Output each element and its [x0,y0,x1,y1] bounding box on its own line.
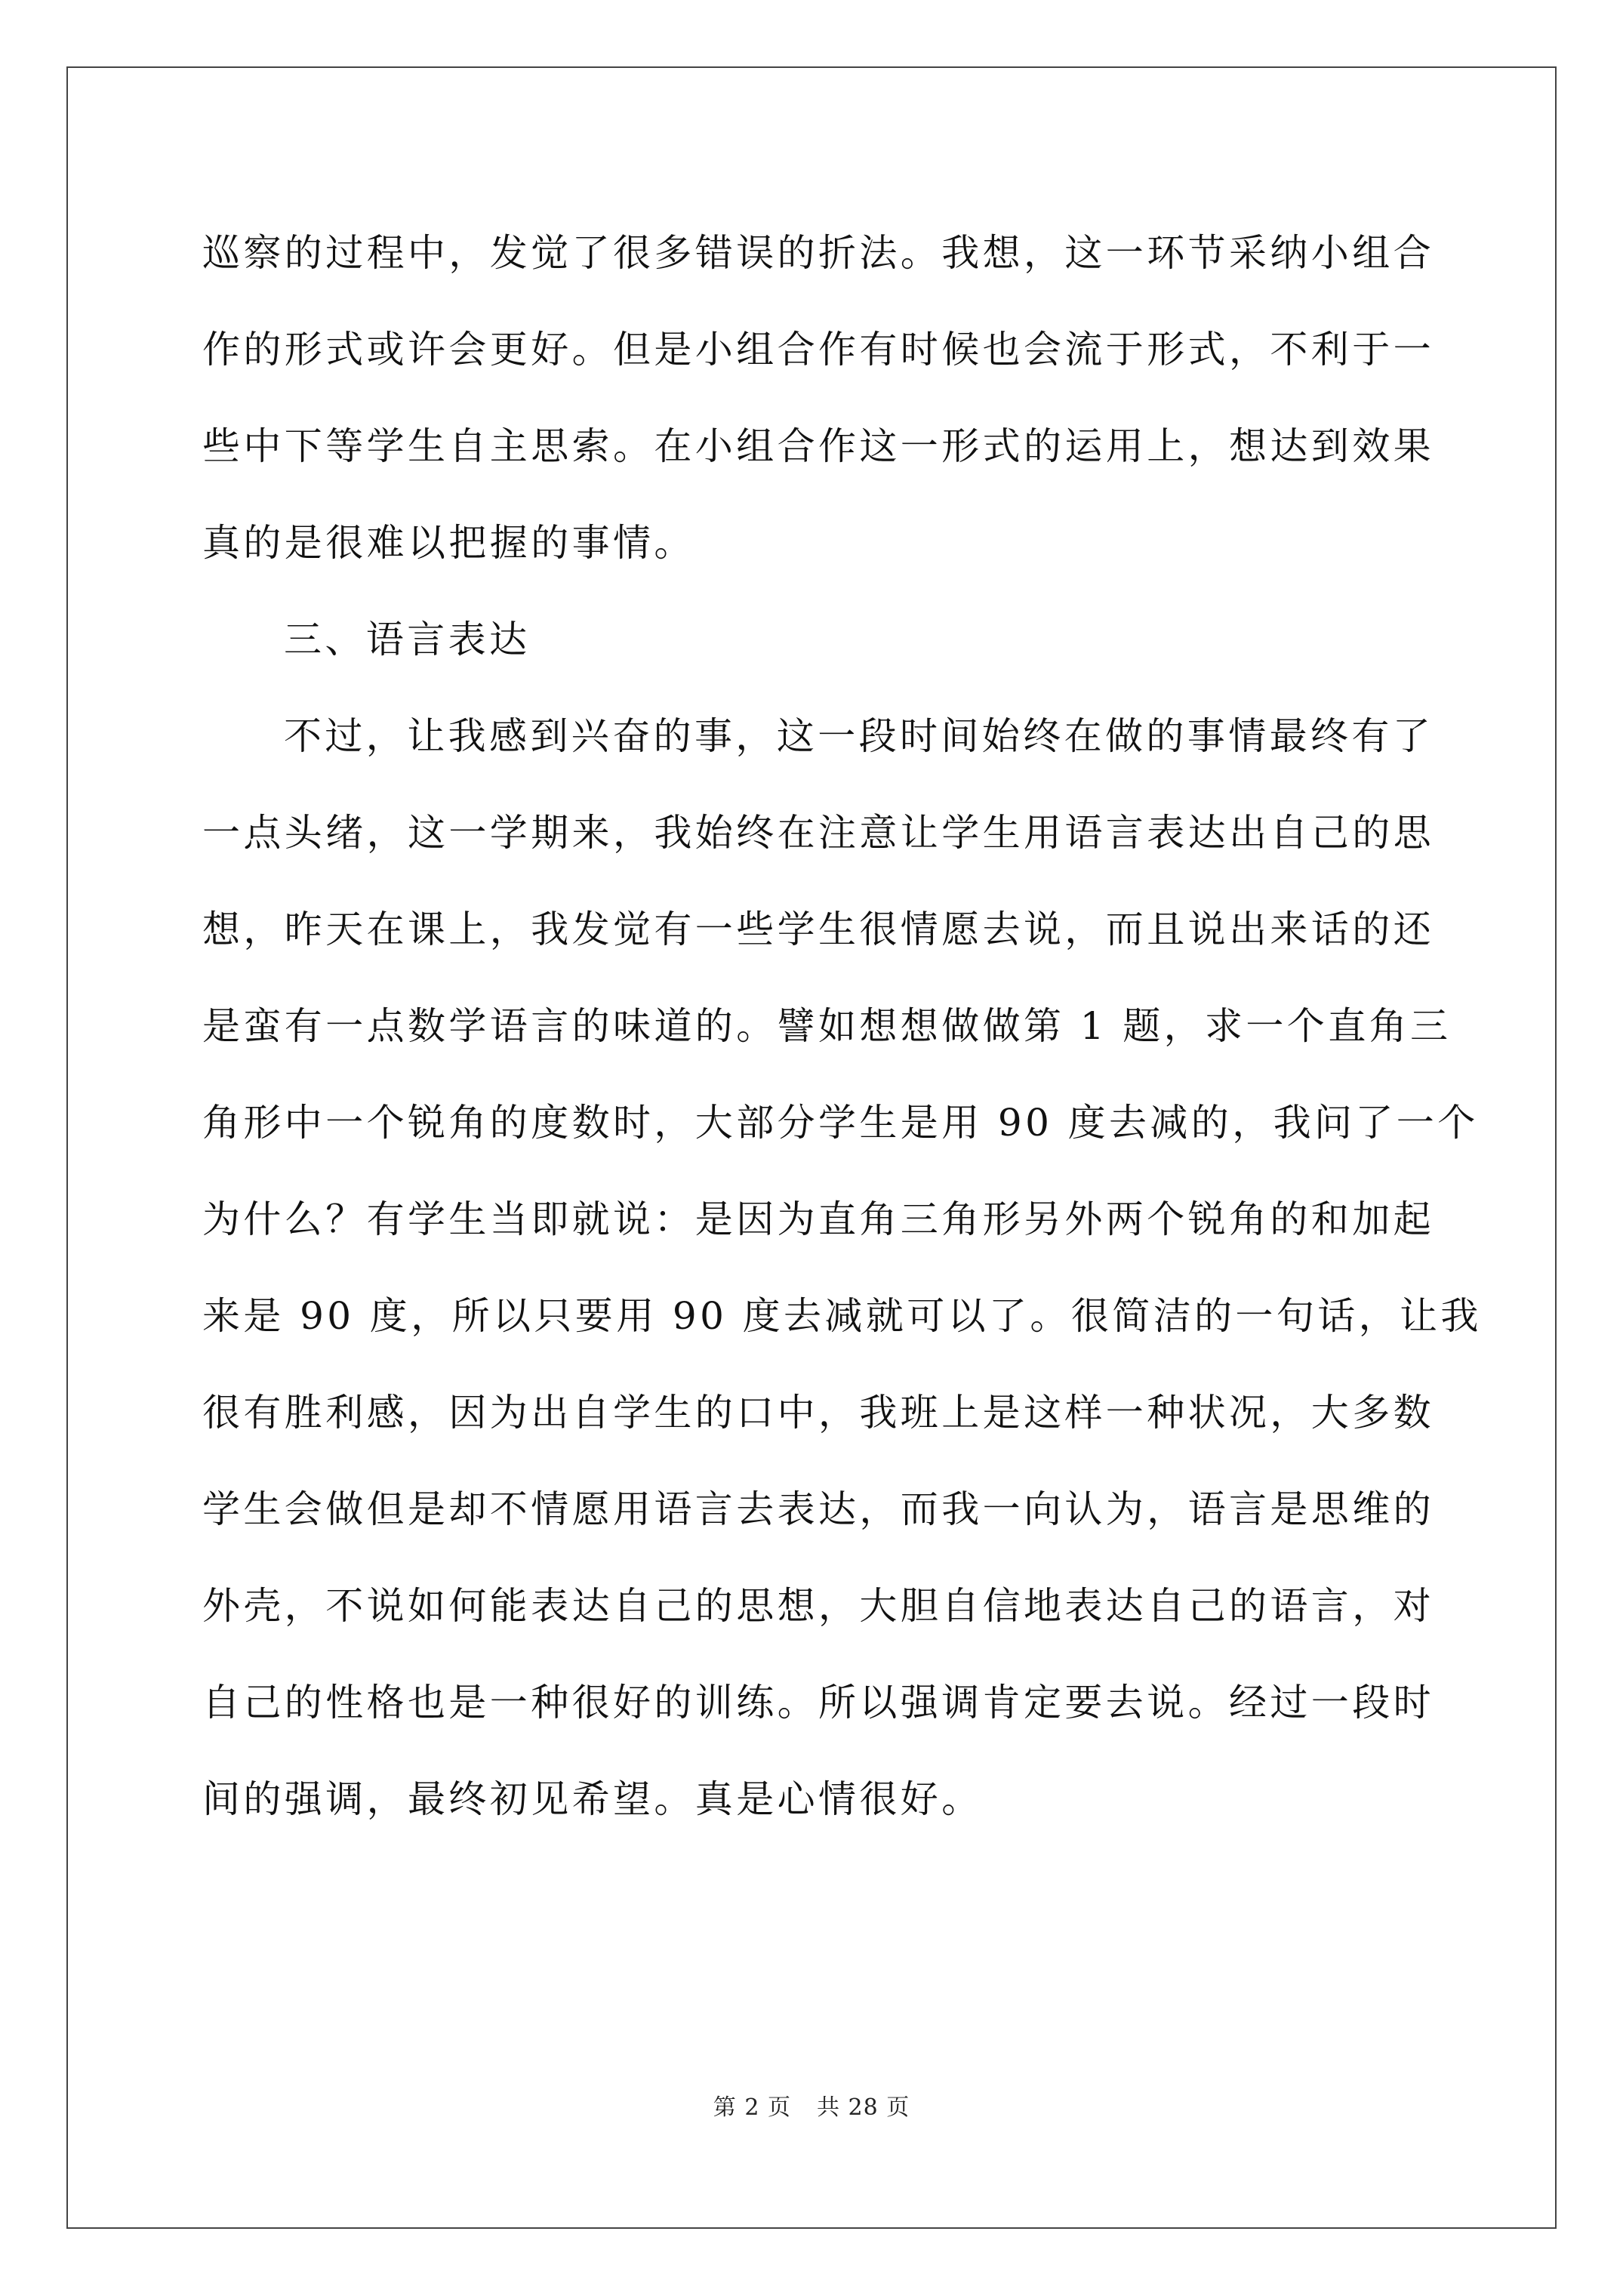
text-line: 些中下等学生自主思索。在小组合作这一形式的运用上，想达到效果 [202,424,1434,468]
text-line: 真的是很难以把握的事情。 [202,521,695,565]
text-line: 学生会做但是却不情愿用语言去表达，而我一向认为，语言是思维的 [202,1487,1434,1531]
text-line: 很有胜利感，因为出自学生的口中，我班上是这样一种状况，大多数 [202,1391,1434,1435]
page-footer [0,2088,1623,2122]
text-line: 不过，让我感到兴奋的事，这一段时间始终在做的事情最终有了 [284,714,1434,758]
text-line: 角形中一个锐角的度数时，大部分学生是用 90 度去减的，我问了一个 [202,1101,1479,1145]
text-line: 外壳，不说如何能表达自己的思想，大胆自信地表达自己的语言，对 [202,1584,1434,1628]
text-line: 想，昨天在课上，我发觉有一些学生很情愿去说，而且说出来话的还 [202,908,1434,951]
section-heading: 三、语言表达 [284,618,531,661]
text-line: 间的强调，最终初见希望。真是心情很好。 [202,1777,983,1821]
text-line: 一点头绪，这一学期来，我始终在注意让学生用语言表达出自己的思 [202,811,1434,855]
page-number-total: 共 28 页 [816,2094,910,2121]
text-line: 是蛮有一点数学语言的味道的。譬如想想做做第 1 题，求一个直角三 [202,1004,1452,1048]
text-line: 作的形式或许会更好。但是小组合作有时候也会流于形式，不利于一 [202,328,1434,371]
text-line: 为什么？有学生当即就说：是因为直角三角形另外两个锐角的和加起 [202,1197,1434,1241]
document-body [202,219,1482,1862]
text-line: 来是 90 度，所以只要用 90 度去减就可以了。很简洁的一句话，让我 [202,1294,1482,1338]
page-number-current: 第 2 页 [713,2094,791,2121]
text-line: 自己的性格也是一种很好的训练。所以强调肯定要去说。经过一段时 [202,1681,1434,1724]
text-line: 巡察的过程中，发觉了很多错误的折法。我想，这一环节采纳小组合 [202,231,1434,275]
